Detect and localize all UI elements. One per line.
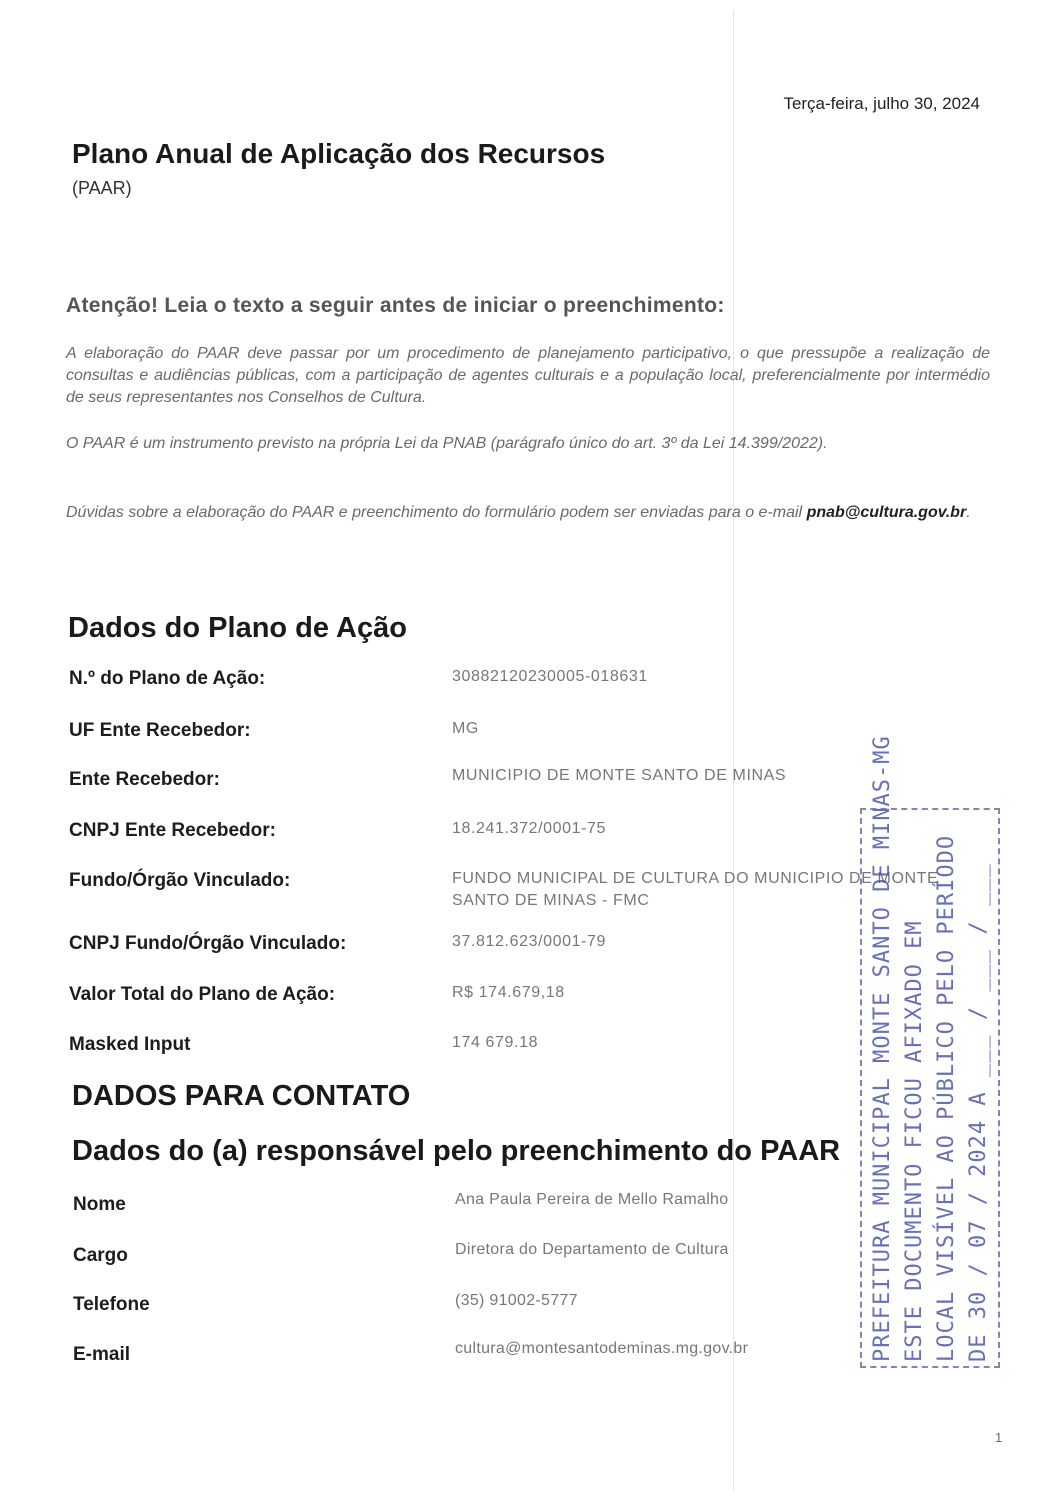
notice-paragraph-2: O PAAR é um instrumento previsto na própria Lei da PNAB (parágrafo único do art. 3º da Lei 14.399/2022). xyxy=(66,435,828,452)
nome-value: Ana Paula Pereira de Mello Ramalho xyxy=(455,1191,729,1208)
stamp-line-3: LOCAL VISÍVEL AO PÚBLICO PELO PERÍODO xyxy=(934,834,959,1362)
plan-number-label: N.º do Plano de Ação: xyxy=(69,668,266,689)
cnpj-fundo-value: 37.812.623/0001-79 xyxy=(452,933,607,950)
stamp-line-2: ESTE DOCUMENTO FICOU AFIXADO EM xyxy=(902,920,927,1362)
masked-input-value: 174 679.18 xyxy=(452,1034,539,1051)
contact-email-link[interactable]: pnab@cultura.gov.br xyxy=(806,504,967,521)
cnpj-ente-label: CNPJ Ente Recebedor: xyxy=(69,820,276,841)
document-date: Terça-feira, julho 30, 2024 xyxy=(783,94,980,113)
document-subtitle: (PAAR) xyxy=(72,178,132,198)
email-label: E-mail xyxy=(73,1344,131,1365)
uf-label: UF Ente Recebedor: xyxy=(69,720,251,741)
fundo-label: Fundo/Órgão Vinculado: xyxy=(69,870,291,891)
cnpj-fundo-label: CNPJ Fundo/Órgão Vinculado: xyxy=(69,933,347,954)
attention-heading: Atenção! Leia o texto a seguir antes de iniciar o preenchimento: xyxy=(66,294,725,317)
stamp-line-4: DE 30 / 07 / 2024 A ___ / ___ / ___ xyxy=(966,863,991,1362)
plan-section-title: Dados do Plano de Ação xyxy=(68,612,407,644)
page-number: 1 xyxy=(995,1430,1003,1445)
contact-subheading: Dados do (a) responsável pelo preenchimento do PAAR xyxy=(72,1135,841,1167)
scan-fold-line xyxy=(733,10,734,1490)
stamp-line-1: PREFEITURA MUNICIPAL MONTE SANTO DE MINAS-MG xyxy=(870,735,895,1362)
plan-number-value: 30882120230005-018631 xyxy=(452,668,648,685)
notice-paragraph-3-end: . xyxy=(966,504,971,521)
notice-paragraph-3 xyxy=(66,502,990,524)
ente-value: MUNICIPIO DE MONTE SANTO DE MINAS xyxy=(452,767,787,784)
notice-paragraph-1: A elaboração do PAAR deve passar por um procedimento de planejamento participativo, o que pressupõe a realização de consultas e audiências públicas, com a participação de agentes culturais e a população local, preferencialmente por intermédio de seus representantes nos Conselhos de Cultura. xyxy=(66,345,990,406)
posting-stamp xyxy=(860,735,1000,1368)
masked-input-label: Masked Input xyxy=(69,1034,191,1055)
telefone-value: (35) 91002-5777 xyxy=(455,1292,578,1309)
notice-paragraph-3-text: Dúvidas sobre a elaboração do PAAR e preenchimento do formulário podem ser enviadas para o e-mail xyxy=(66,504,803,521)
nome-label: Nome xyxy=(73,1194,126,1215)
contact-heading: DADOS PARA CONTATO xyxy=(72,1080,411,1112)
cargo-value: Diretora do Departamento de Cultura xyxy=(455,1241,729,1258)
cargo-label: Cargo xyxy=(73,1245,128,1266)
ente-label: Ente Recebedor: xyxy=(69,769,220,790)
posting-stamp-text xyxy=(862,735,1002,1370)
cnpj-ente-value: 18.241.372/0001-75 xyxy=(452,820,607,837)
email-value: cultura@montesantodeminas.mg.gov.br xyxy=(455,1340,749,1357)
telefone-label: Telefone xyxy=(73,1294,150,1315)
document-title: Plano Anual de Aplicação dos Recursos xyxy=(72,138,606,169)
valor-total-label: Valor Total do Plano de Ação: xyxy=(69,984,336,1005)
uf-value: MG xyxy=(452,720,479,737)
fundo-value: FUNDO MUNICIPAL DE CULTURA DO MUNICIPIO DE MONTE SANTO DE MINAS - FMC xyxy=(452,870,939,909)
valor-total-value: R$ 174.679,18 xyxy=(452,984,565,1001)
